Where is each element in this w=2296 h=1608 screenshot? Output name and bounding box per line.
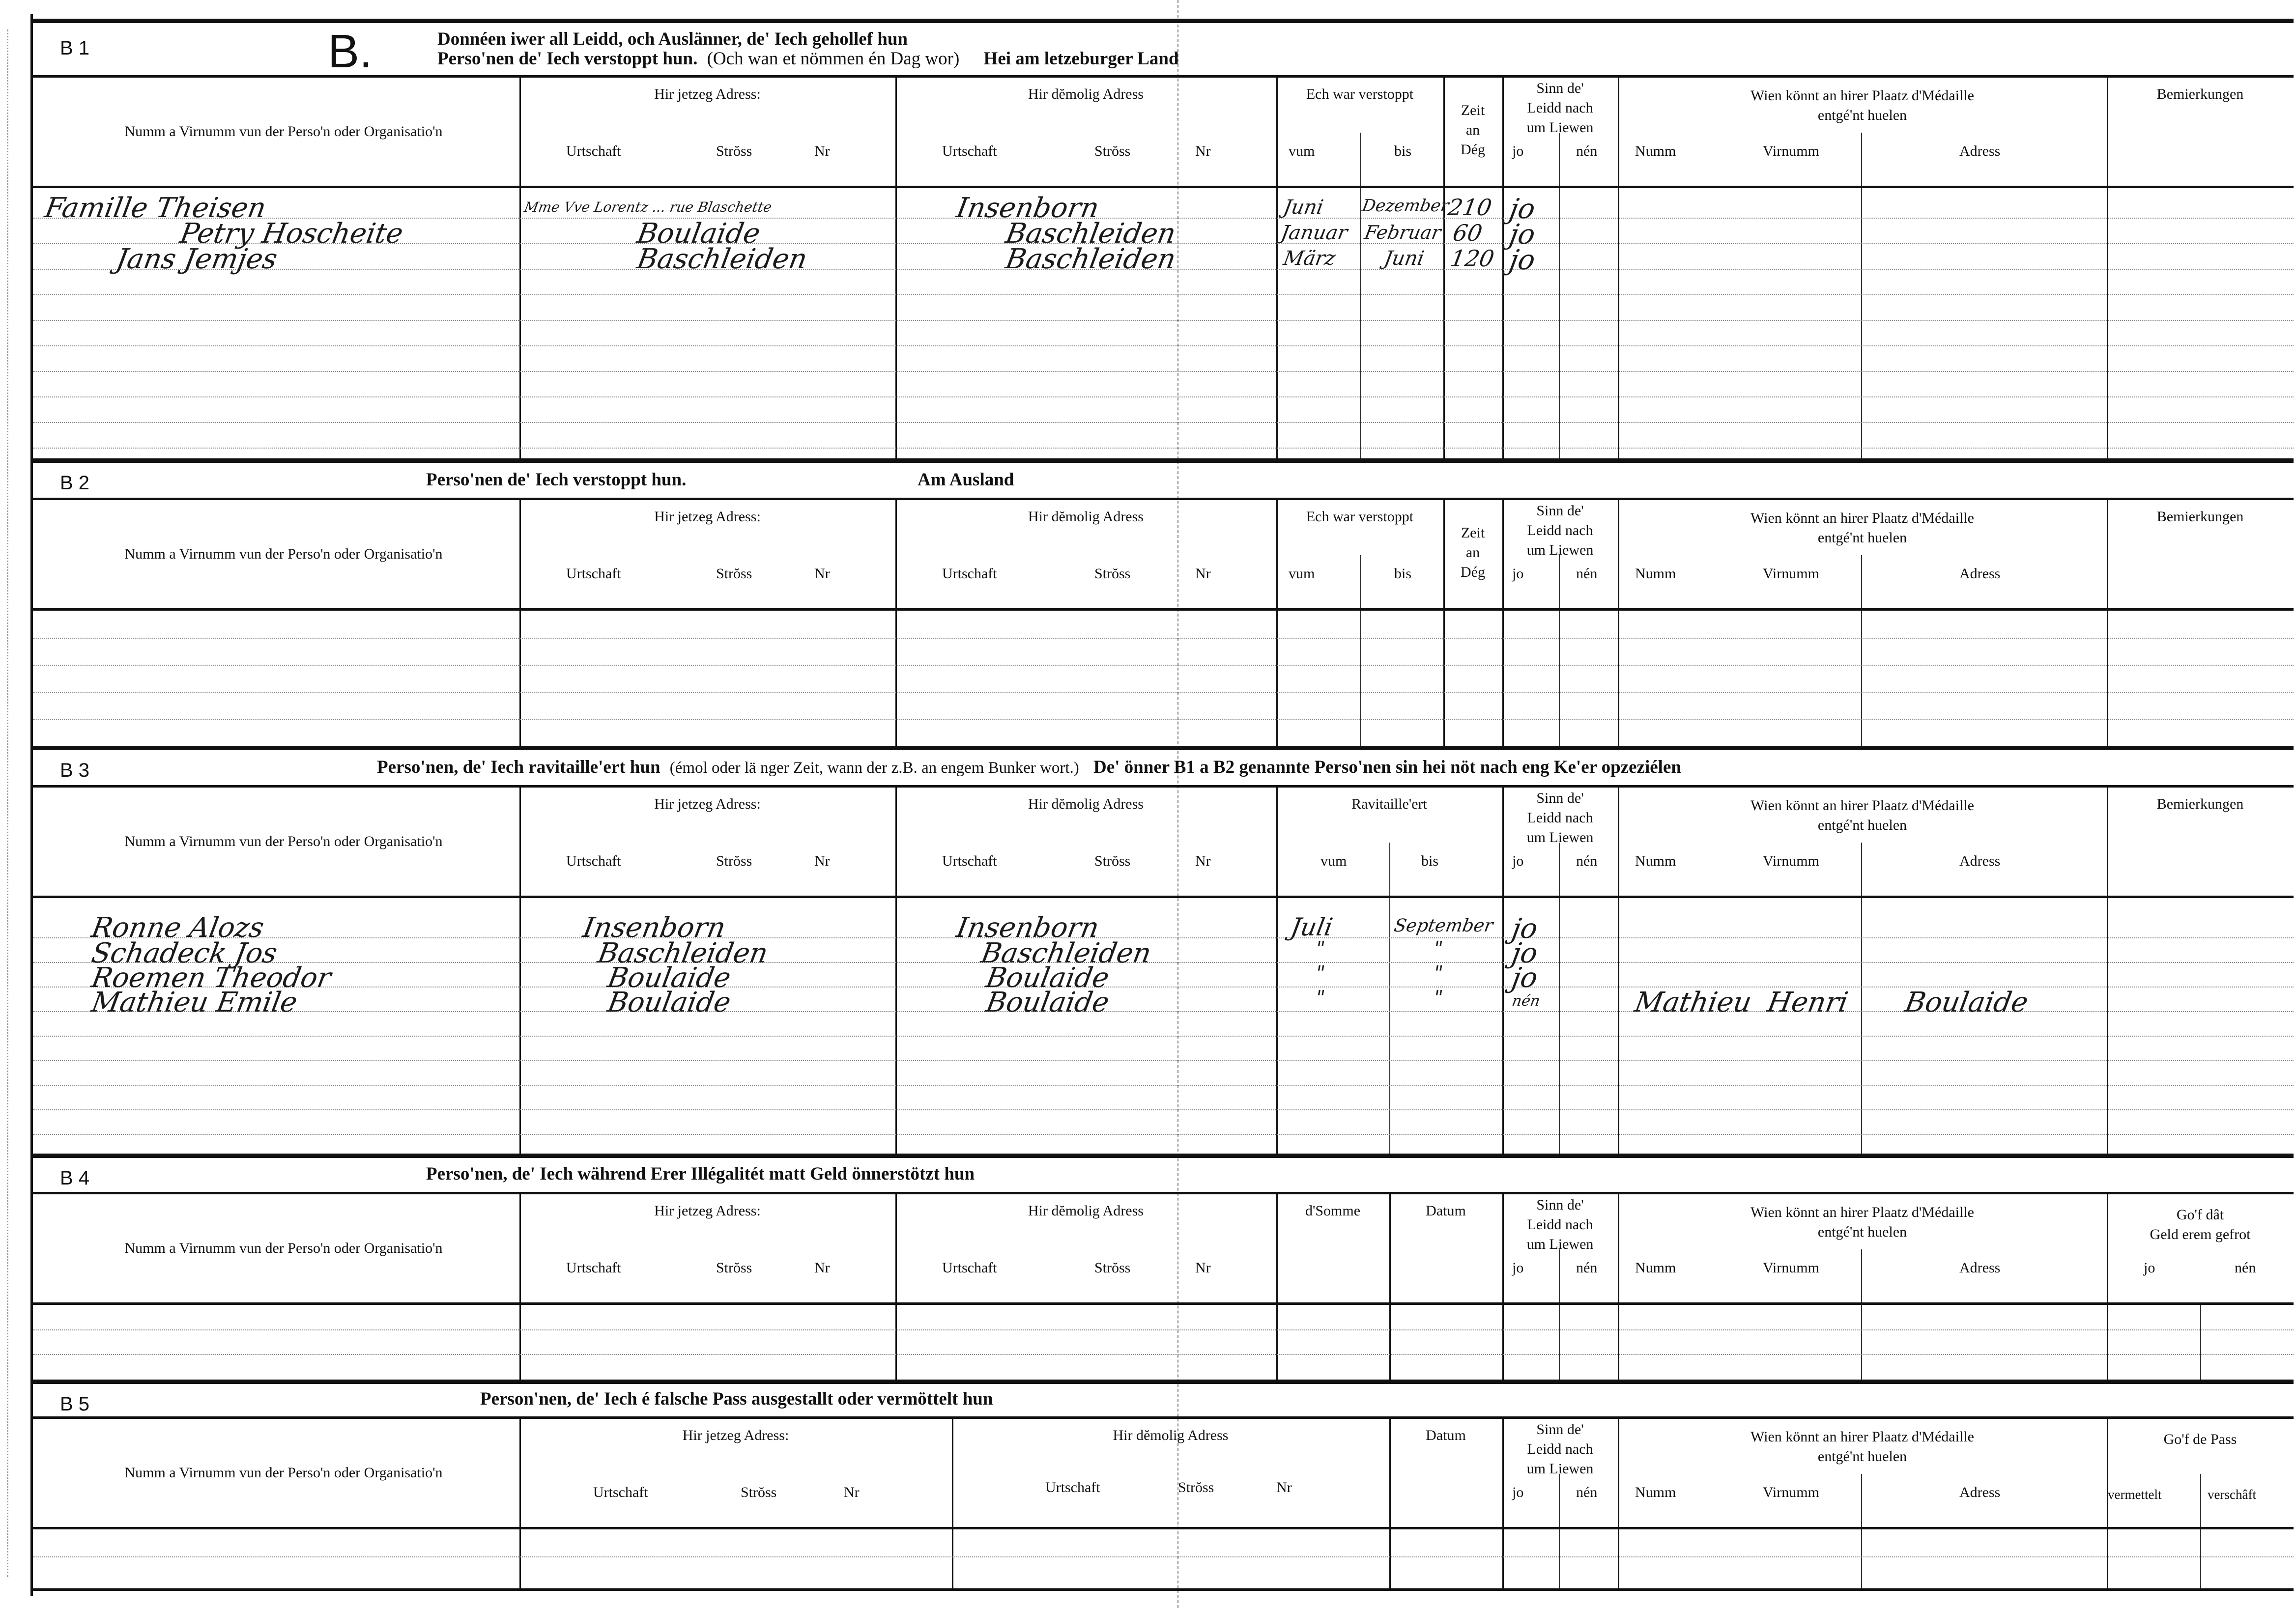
- col-no: nén: [1576, 1260, 1598, 1276]
- entry-name: Petry Hoscheite: [177, 218, 406, 250]
- section-rule: [33, 746, 2294, 750]
- col-money-back-1: Go'f dât: [2176, 1207, 2224, 1223]
- col-name: Numm a Virnumm vun der Perso'n oder Organisatio'n: [124, 1465, 443, 1481]
- col-medal-name: Numm: [1635, 143, 1676, 159]
- entry-to: ": [1431, 987, 1445, 1009]
- section-title: Person'nen, de' Iech é falsche Pass ausgestallt oder vermöttelt hun: [480, 1389, 993, 1409]
- section-b3: [33, 746, 2294, 1154]
- col-life-3: um Liewen: [1526, 1461, 1594, 1477]
- col-medal-name: Numm: [1635, 1260, 1676, 1276]
- col-name: Numm a Virnumm vun der Perso'n oder Organisatio'n: [124, 546, 443, 562]
- col-medal-first: Virnumm: [1763, 1484, 1819, 1500]
- entry-current: Insenborn: [580, 912, 728, 944]
- col-life-1: Sinn de': [1536, 790, 1584, 806]
- form-sheet: [30, 14, 2291, 1596]
- col-medal-1: Wien könnt an hirer Plaatz d'Médaille: [1751, 1429, 1974, 1445]
- entry-current: Mme Vve Lorentz ... rue Blaschette: [523, 199, 773, 215]
- section-code: B 4: [60, 1167, 90, 1189]
- entry-to: ": [1431, 937, 1445, 960]
- entry-from: März: [1281, 247, 1338, 270]
- col-sum: d'Somme: [1305, 1203, 1361, 1219]
- col-locality: Urtschaft: [566, 1260, 621, 1276]
- col-nr: Nr: [814, 143, 830, 159]
- entry-yes: jo: [1509, 937, 1540, 969]
- col-name: Numm a Virnumm vun der Perso'n oder Organisatio'n: [124, 123, 443, 140]
- section-b4: [33, 1154, 2294, 1380]
- col-medal-address: Adress: [1959, 1484, 2001, 1500]
- col-life-3: um Liewen: [1526, 829, 1594, 846]
- col-no: nén: [1576, 853, 1598, 869]
- entry-former: Baschleiden: [1003, 243, 1178, 275]
- col-former-address: Hir dĕmolig Adress: [1028, 86, 1144, 102]
- col-medal-2: entgé'nt huelen: [1817, 107, 1907, 123]
- entry-rows: [33, 611, 2294, 746]
- col-to: bis: [1394, 143, 1412, 159]
- section-subtitle: [437, 48, 1179, 69]
- col-mediated: vermettelt: [2108, 1487, 2162, 1502]
- entry-former: Baschleiden: [1003, 218, 1178, 250]
- col-life-1: Sinn de': [1536, 80, 1584, 96]
- col-street: Strŏss: [741, 1484, 777, 1500]
- col-medal-address: Adress: [1959, 1260, 2001, 1276]
- col-hidden: Ech war verstoppt: [1306, 508, 1414, 525]
- entry-former: Baschleiden: [978, 937, 1154, 969]
- entry-medal-address: Boulaide: [1902, 987, 2031, 1018]
- col-medal-1: Wien könnt an hirer Plaatz d'Médaille: [1751, 87, 1974, 104]
- col-days-2: an: [1465, 122, 1480, 138]
- col-former-address: Hir dĕmolig Adress: [1028, 796, 1144, 812]
- col-medal-2: entgé'nt huelen: [1817, 530, 1907, 546]
- entry-to: Dezember: [1360, 196, 1451, 216]
- section-title: Perso'nen de' Iech verstoppt hun.: [426, 470, 687, 490]
- col-medal-first: Virnumm: [1763, 143, 1819, 159]
- header-row: [33, 498, 2294, 611]
- entry-from: ": [1313, 987, 1327, 1009]
- col-remarks: Bemierkungen: [2156, 796, 2244, 812]
- entry-days: 60: [1451, 220, 1485, 246]
- col-remarks: Bemierkungen: [2156, 508, 2244, 525]
- section-code: B 3: [60, 760, 90, 781]
- col-life-3: um Liewen: [1526, 542, 1594, 558]
- entry-former: Boulaide: [983, 987, 1112, 1018]
- col-to: bis: [1421, 853, 1439, 869]
- col-medal-1: Wien könnt an hirer Plaatz d'Médaille: [1751, 1204, 1974, 1220]
- entry-yes: jo: [1507, 244, 1538, 276]
- col-medal-first: Virnumm: [1763, 565, 1819, 582]
- col-current-address: Hir jetzeg Adress:: [654, 1203, 761, 1219]
- col-life-1: Sinn de': [1536, 503, 1584, 519]
- entry-name: Famille Theisen: [42, 192, 269, 224]
- col-current-address: Hir jetzeg Adress:: [654, 508, 761, 525]
- entry-former: Boulaide: [983, 962, 1112, 994]
- col-to: bis: [1394, 565, 1412, 582]
- entry-yes: jo: [1509, 962, 1540, 994]
- col-medal-1: Wien könnt an hirer Plaatz d'Médaille: [1751, 510, 1974, 526]
- entry-yes: jo: [1509, 913, 1540, 945]
- col-current-address: Hir jetzeg Adress:: [654, 86, 761, 102]
- col-remarks: Bemierkungen: [2156, 86, 2244, 102]
- col-street: Strŏss: [1178, 1479, 1214, 1495]
- col-medal-address: Adress: [1959, 143, 2001, 159]
- entry-current: Boulaide: [634, 218, 763, 250]
- entry-to: ": [1431, 962, 1445, 985]
- entry-name: Roemen Theodor: [89, 962, 334, 994]
- section-b2: [33, 458, 2294, 746]
- col-yes: jo: [2144, 1260, 2155, 1276]
- col-locality: Urtschaft: [1045, 1479, 1100, 1495]
- section-code: B 1: [60, 37, 90, 59]
- col-yes: jo: [1512, 1484, 1524, 1500]
- title-note: (émol oder lä nger Zeit, wann der z.B. an engem Bunker wort.): [669, 759, 1079, 777]
- entry-name: Mathieu Emile: [89, 987, 300, 1018]
- col-days-2: an: [1465, 544, 1480, 561]
- col-locality: Urtschaft: [566, 853, 621, 869]
- title-right: De' önner B1 a B2 genannte Perso'nen sin hei nöt nach eng Ke'er opzeziélen: [1093, 757, 1681, 777]
- section-b1: [33, 19, 2294, 461]
- subtitle-note: (Och wan et nömmen én Dag wor): [707, 49, 960, 69]
- entry-medal-name: Mathieu: [1632, 987, 1754, 1018]
- col-money-back-2: Geld erem gefrot: [2150, 1226, 2251, 1242]
- header-row: [33, 1416, 2294, 1529]
- col-from: vum: [1320, 853, 1347, 869]
- entry-rows: [33, 1529, 2294, 1588]
- entry-to: September: [1392, 916, 1495, 936]
- subtitle-location: Hei am letzeburger Land: [983, 49, 1179, 69]
- col-yes: jo: [1512, 565, 1524, 582]
- paper-edge: [7, 29, 8, 1577]
- entry-yes: jo: [1507, 219, 1538, 251]
- entry-current: Baschleiden: [634, 243, 810, 275]
- entry-from: Juni: [1281, 196, 1325, 219]
- col-nr: Nr: [844, 1484, 860, 1500]
- col-street: Strŏss: [1094, 853, 1131, 869]
- col-medal-2: entgé'nt huelen: [1817, 817, 1907, 833]
- col-date: Datum: [1426, 1203, 1466, 1219]
- header-row: [33, 1192, 2294, 1305]
- entry-to: Juni: [1382, 247, 1426, 270]
- col-nr: Nr: [1195, 853, 1211, 869]
- section-rule: [33, 458, 2294, 463]
- col-date: Datum: [1426, 1427, 1466, 1443]
- col-locality: Urtschaft: [942, 853, 997, 869]
- col-nr: Nr: [814, 1260, 830, 1276]
- col-obtained: verschâft: [2208, 1487, 2256, 1502]
- col-life-2: Leidd nach: [1527, 810, 1593, 826]
- section-rule: [33, 19, 2294, 23]
- col-days-1: Zeit: [1461, 525, 1485, 541]
- header-row: [33, 75, 2294, 188]
- section-rule: [33, 1154, 2294, 1158]
- entry-yes: jo: [1507, 193, 1538, 225]
- entry-former: Insenborn: [954, 912, 1102, 944]
- entry-name: Schadeck Jos: [89, 937, 280, 969]
- section-code: B 5: [60, 1393, 90, 1415]
- col-life-2: Leidd nach: [1527, 522, 1593, 538]
- col-nr: Nr: [1276, 1479, 1292, 1495]
- entry-no: nén: [1510, 992, 1542, 1010]
- col-days-3: Dég: [1461, 141, 1485, 158]
- col-street: Strŏss: [1094, 1260, 1131, 1276]
- section-b5: [33, 1380, 2294, 1596]
- entry-rows: [33, 898, 2294, 1154]
- col-life-2: Leidd nach: [1527, 1441, 1593, 1457]
- col-yes: jo: [1512, 853, 1524, 869]
- col-yes: jo: [1512, 143, 1524, 159]
- col-street: Strŏss: [716, 565, 752, 582]
- col-locality: Urtschaft: [593, 1484, 648, 1500]
- form-letter: B.: [328, 25, 373, 78]
- col-street: Strŏss: [716, 143, 752, 159]
- col-street: Strŏss: [716, 1260, 752, 1276]
- col-no: nén: [1576, 565, 1598, 582]
- col-no: nén: [1576, 143, 1598, 159]
- col-yes: jo: [1512, 1260, 1524, 1276]
- col-no: nén: [1576, 1484, 1598, 1500]
- col-nr: Nr: [814, 565, 830, 582]
- col-life-1: Sinn de': [1536, 1197, 1584, 1213]
- entry-former: Insenborn: [954, 192, 1102, 224]
- col-street: Strŏss: [716, 853, 752, 869]
- col-life-2: Leidd nach: [1527, 100, 1593, 116]
- col-nr: Nr: [814, 853, 830, 869]
- col-locality: Urtschaft: [942, 565, 997, 582]
- col-medal-2: entgé'nt huelen: [1817, 1448, 1907, 1465]
- col-days-3: Dég: [1461, 564, 1485, 580]
- col-pass: Go'f de Pass: [2163, 1431, 2237, 1447]
- col-current-address: Hir jetzeg Adress:: [682, 1427, 789, 1443]
- col-from: vum: [1289, 143, 1315, 159]
- col-locality: Urtschaft: [566, 565, 621, 582]
- entry-from: ": [1313, 937, 1327, 960]
- title-main: Perso'nen, de' Iech ravitaille'ert hun: [377, 757, 660, 777]
- col-former-address: Hir dĕmolig Adress: [1113, 1427, 1229, 1443]
- entry-from: Januar: [1279, 222, 1349, 244]
- section-code: B 2: [60, 472, 90, 494]
- col-former-address: Hir dĕmolig Adress: [1028, 1203, 1144, 1219]
- col-no: nén: [2235, 1260, 2256, 1276]
- col-medal-name: Numm: [1635, 853, 1676, 869]
- col-locality: Urtschaft: [942, 1260, 997, 1276]
- entry-medal-first: Henri: [1765, 987, 1851, 1018]
- entry-current: Boulaide: [605, 987, 733, 1018]
- col-nr: Nr: [1195, 1260, 1211, 1276]
- col-medal-first: Virnumm: [1763, 1260, 1819, 1276]
- col-life-2: Leidd nach: [1527, 1216, 1593, 1233]
- col-medal-1: Wien könnt an hirer Plaatz d'Médaille: [1751, 797, 1974, 814]
- form-bottom-rule: [33, 1588, 2294, 1591]
- entry-rows: [33, 1305, 2294, 1380]
- entry-to: Februar: [1363, 222, 1443, 243]
- col-life-1: Sinn de': [1536, 1421, 1584, 1438]
- col-life-3: um Liewen: [1526, 119, 1594, 136]
- col-former-address: Hir dĕmolig Adress: [1028, 508, 1144, 525]
- section-title: Perso'nen, de' Iech während Erer Illégalitét matt Geld önnerstötzt hun: [426, 1164, 975, 1184]
- section-title-right: Am Ausland: [918, 470, 1014, 490]
- col-medal-address: Adress: [1959, 853, 2001, 869]
- section-title: Donnéen iwer all Leidd, och Auslänner, de' Iech gehollef hun: [437, 29, 908, 49]
- section-title: [377, 757, 1681, 778]
- col-nr: Nr: [1195, 143, 1211, 159]
- entry-days: 120: [1448, 245, 1496, 272]
- entry-current: Boulaide: [605, 962, 733, 994]
- entry-current: Baschleiden: [595, 937, 771, 969]
- col-street: Strŏss: [1094, 143, 1131, 159]
- section-rule: [33, 1380, 2294, 1384]
- col-medal-name: Numm: [1635, 1484, 1676, 1500]
- entry-name: Ronne Alozs: [89, 912, 266, 944]
- col-locality: Urtschaft: [942, 143, 997, 159]
- col-medal-name: Numm: [1635, 565, 1676, 582]
- col-current-address: Hir jetzeg Adress:: [654, 796, 761, 812]
- col-life-3: um Liewen: [1526, 1236, 1594, 1252]
- col-hidden: Ech war verstoppt: [1306, 86, 1414, 102]
- entry-from: Juli: [1288, 913, 1335, 941]
- entry-from: ": [1313, 962, 1327, 985]
- entry-days: 210: [1446, 194, 1494, 221]
- entry-name: Jans Jemjes: [114, 243, 280, 275]
- col-days-1: Zeit: [1461, 102, 1485, 118]
- col-name: Numm a Virnumm vun der Perso'n oder Organisatio'n: [124, 1240, 443, 1256]
- subtitle-main: Perso'nen de' Iech verstoppt hun.: [437, 49, 698, 69]
- col-street: Strŏss: [1094, 565, 1131, 582]
- header-row: [33, 785, 2294, 898]
- col-supplied: Ravitaille'ert: [1351, 796, 1427, 812]
- col-medal-2: entgé'nt huelen: [1817, 1224, 1907, 1240]
- col-from: vum: [1289, 565, 1315, 582]
- col-locality: Urtschaft: [566, 143, 621, 159]
- col-name: Numm a Virnumm vun der Perso'n oder Organisatio'n: [124, 833, 443, 849]
- col-medal-first: Virnumm: [1763, 853, 1819, 869]
- col-medal-address: Adress: [1959, 565, 2001, 582]
- col-nr: Nr: [1195, 565, 1211, 582]
- entry-rows: [33, 188, 2294, 461]
